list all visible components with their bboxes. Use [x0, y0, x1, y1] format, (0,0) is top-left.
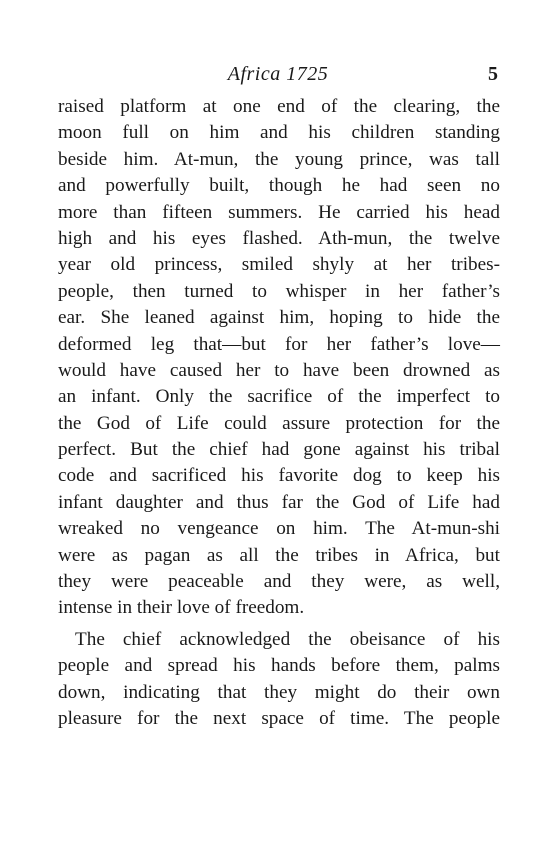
text-line: people, then turned to whisper in her father’s — [58, 280, 500, 302]
page-number: 5 — [488, 63, 498, 85]
text-line: pleasure for the next space of time. The people — [58, 707, 500, 729]
text-line: down, indicating that they might do their own — [58, 681, 500, 703]
text-line: would have caused her to have been drowned as — [58, 359, 500, 381]
text-line: perfect. But the chief had gone against his tribal — [58, 439, 500, 461]
text-line: intense in their love of freedom. — [58, 597, 305, 619]
text-line: The chief acknowledged the obeisance of his — [75, 628, 500, 650]
text-line: the God of Life could assure protection for the — [58, 412, 500, 434]
text-line: people and spread his hands before them, palms — [58, 655, 500, 677]
body-text — [58, 94, 500, 732]
text-line: year old princess, smiled shyly at her tribes- — [58, 254, 500, 276]
text-line: infant daughter and thus far the God of Life had — [58, 491, 500, 513]
text-line: more than fifteen summers. He carried his head — [58, 201, 500, 223]
text-line: code and sacrificed his favorite dog to keep his — [58, 465, 500, 487]
text-line: high and his eyes flashed. Ath-mun, the twelve — [58, 227, 500, 249]
text-line: they were peaceable and they were, as well, — [58, 571, 500, 593]
running-head — [58, 60, 498, 88]
text-line: deformed leg that—but for her father’s love— — [58, 333, 500, 355]
text-line: moon full on him and his children standing — [58, 122, 500, 144]
text-line: and powerfully built, though he had seen no — [58, 175, 500, 197]
text-line: beside him. At-mun, the young prince, was tall — [58, 148, 500, 170]
text-line: ear. She leaned against him, hoping to hide the — [58, 307, 500, 329]
paragraph-2 — [58, 627, 500, 733]
running-title: Africa 1725 — [227, 63, 329, 85]
text-line: an infant. Only the sacrifice of the imperfect to — [58, 386, 500, 408]
text-line: were as pagan as all the tribes in Africa, but — [58, 544, 500, 566]
paragraph-1 — [58, 94, 500, 622]
text-line: raised platform at one end of the clearing, the — [58, 96, 500, 117]
text-line: wreaked no vengeance on him. The At-mun-shi — [58, 518, 500, 540]
